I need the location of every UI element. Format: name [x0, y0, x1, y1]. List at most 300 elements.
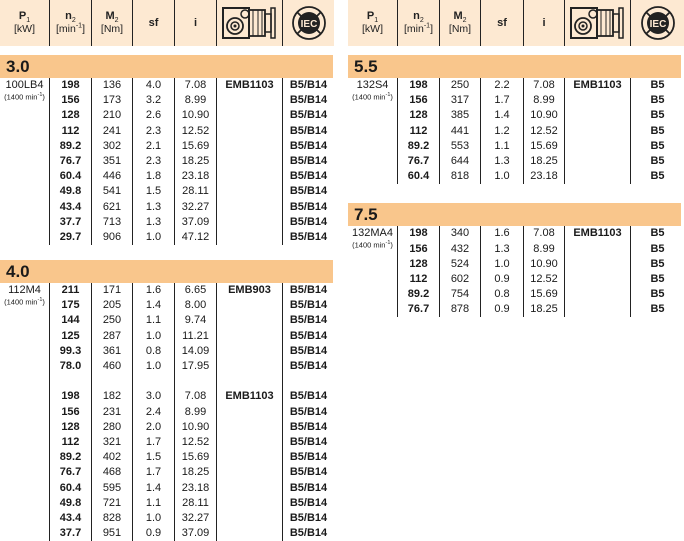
torque-cell: 432: [440, 242, 481, 257]
iec-flange-cell: B5/B14: [289, 496, 328, 509]
motor-speed-text: (1400 min: [352, 92, 386, 102]
motor-cell: [0, 405, 50, 420]
left-panel: [0, 0, 334, 541]
torque-cell: 173: [92, 93, 133, 108]
output-speed-cell: 76.7: [398, 302, 440, 317]
motor-cell: [0, 526, 50, 541]
section-rows: [0, 78, 334, 245]
torque-cell: 302: [92, 139, 133, 154]
table-row: [0, 420, 334, 435]
gearbox-model-cell: [565, 124, 631, 139]
service-factor-cell: 1.1: [133, 313, 175, 328]
motor-cell: [348, 242, 398, 257]
motor-speed-close: ): [42, 92, 45, 102]
motor-speed-close: ): [42, 297, 45, 307]
table-row: [348, 124, 684, 139]
gearbox-model-cell: [217, 230, 283, 245]
ratio-cell: 10.90: [175, 420, 217, 435]
table-row: [348, 272, 684, 287]
output-speed-cell: 198: [398, 78, 440, 93]
ratio-cell: 12.52: [524, 124, 565, 139]
iec-flange-cell: B5/B14: [289, 299, 328, 312]
torque-cell: 361: [92, 344, 133, 359]
motor-cell: [0, 230, 50, 245]
output-speed-cell: 128: [50, 108, 92, 123]
iec-flange-cell: B5/B14: [289, 527, 328, 540]
output-speed-cell: 60.4: [50, 481, 92, 496]
table-row: [348, 139, 684, 154]
output-speed-cell: 89.2: [398, 139, 440, 154]
motor-cell: [0, 313, 50, 328]
gearbox-model-cell: EMB1103: [217, 389, 283, 404]
output-speed-cell: 112: [398, 124, 440, 139]
service-factor-cell: 2.1: [133, 139, 175, 154]
iec-flange-cell: B5/B14: [289, 185, 328, 198]
motor-cell: [348, 108, 398, 123]
ratio-cell: 10.90: [524, 108, 565, 123]
gearbox-model-cell: [565, 242, 631, 257]
motor-cell: [0, 200, 50, 215]
torque-cell: 553: [440, 139, 481, 154]
table-row: [0, 184, 334, 199]
iec-flange-cell: B5/B14: [289, 435, 328, 448]
ratio-cell: 32.27: [175, 200, 217, 215]
header-n2: $n_2$ $[\min^{-1}]$: [398, 0, 440, 46]
ratio-cell: 7.08: [524, 78, 565, 93]
torque-cell: 878: [440, 302, 481, 317]
torque-cell: 280: [92, 420, 133, 435]
ratio-cell: 15.69: [524, 287, 565, 302]
ratio-cell: 7.08: [524, 226, 565, 241]
motor-cell: [0, 344, 50, 359]
motor-speed-exp: -1: [385, 92, 391, 98]
motor-cell: [0, 496, 50, 511]
iec-flange-cell: B5: [650, 288, 665, 301]
gearbox-model-cell: [565, 154, 631, 169]
iec-flange-cell: B5/B14: [289, 230, 328, 243]
ratio-cell: 12.52: [524, 272, 565, 287]
motor-cell: [0, 465, 50, 480]
torque-cell: 182: [92, 389, 133, 404]
svg-text:IEC: IEC: [300, 19, 317, 30]
gearbox-icon: [217, 0, 283, 46]
iec-flange-cell: B5: [650, 257, 665, 270]
table-row: [0, 215, 334, 230]
service-factor-cell: 1.7: [133, 465, 175, 480]
table-row: [348, 154, 684, 169]
gearbox-model-cell: [217, 329, 283, 344]
ratio-cell: 15.69: [524, 139, 565, 154]
table-row: [0, 359, 334, 374]
service-factor-cell: 2.6: [133, 108, 175, 123]
motor-cell: [348, 93, 398, 108]
header-p1: $P_1$ [kW]: [348, 0, 398, 46]
gearbox-model-cell: [565, 139, 631, 154]
iec-flange-cell: B5/B14: [289, 215, 328, 228]
output-speed-cell: 156: [50, 93, 92, 108]
motor-type: 112M4: [8, 284, 41, 297]
service-factor-cell: 1.4: [481, 108, 524, 123]
output-speed-cell: 128: [398, 108, 440, 123]
service-factor-cell: 1.3: [133, 215, 175, 230]
service-factor-cell: 1.6: [133, 283, 175, 298]
table-row: [0, 465, 334, 480]
iec-icon: [283, 0, 334, 46]
section-rows: [0, 283, 334, 541]
torque-cell: 951: [92, 526, 133, 541]
service-factor-cell: 3.2: [133, 93, 175, 108]
gearbox-model-cell: [217, 481, 283, 496]
table-row: [0, 481, 334, 496]
gearbox-model-cell: [217, 435, 283, 450]
gearbox-icon: [565, 0, 631, 46]
iec-flange-cell: B5/B14: [289, 139, 328, 152]
table-row: [0, 450, 334, 465]
motor-cell: [0, 359, 50, 374]
iec-flange-cell: B5/B14: [289, 344, 328, 357]
torque-cell: 621: [92, 200, 133, 215]
table-row: [348, 93, 684, 108]
torque-cell: 351: [92, 154, 133, 169]
table-row: [0, 154, 334, 169]
ratio-cell: 12.52: [175, 124, 217, 139]
iec-flange-cell: B5/B14: [289, 511, 328, 524]
service-factor-cell: 1.0: [481, 257, 524, 272]
gearbox-model-cell: EMB1103: [217, 78, 283, 93]
iec-flange-cell: B5/B14: [289, 109, 328, 122]
table-row: [0, 124, 334, 139]
output-speed-cell: 125: [50, 329, 92, 344]
gearbox-model-cell: [217, 108, 283, 123]
gearbox-model-cell: [217, 200, 283, 215]
service-factor-cell: 1.7: [481, 93, 524, 108]
motor-cell: [0, 511, 50, 526]
table-row: [0, 139, 334, 154]
service-factor-cell: 2.3: [133, 154, 175, 169]
output-speed-cell: 156: [50, 405, 92, 420]
service-factor-cell: 2.3: [133, 124, 175, 139]
motor-speed-exp: -1: [385, 240, 391, 247]
service-factor-cell: 0.9: [133, 526, 175, 541]
header-i: i: [524, 0, 565, 46]
gearbox-model-cell: [217, 124, 283, 139]
motor-cell: [0, 450, 50, 465]
iec-flange-cell: B5: [650, 272, 665, 285]
ratio-cell: 17.95: [175, 359, 217, 374]
service-factor-cell: 2.0: [133, 420, 175, 435]
gearbox-model-cell: [217, 526, 283, 541]
gearbox-model-cell: [217, 465, 283, 480]
header-p1: $P_1$ [kW]: [0, 0, 50, 46]
ratio-cell: 9.74: [175, 313, 217, 328]
torque-cell: 287: [92, 329, 133, 344]
table-row: [348, 287, 684, 302]
torque-cell: 602: [440, 272, 481, 287]
motor-cell: [0, 108, 50, 123]
motor-cell: [0, 298, 50, 313]
ratio-cell: 15.69: [175, 139, 217, 154]
torque-cell: 828: [92, 511, 133, 526]
iec-flange-cell: B5: [650, 242, 665, 255]
service-factor-cell: 3.0: [133, 389, 175, 404]
torque-cell: 402: [92, 450, 133, 465]
output-speed-cell: 198: [50, 389, 92, 404]
torque-cell: 241: [92, 124, 133, 139]
iec-flange-cell: B5: [650, 124, 665, 137]
table-row: [0, 526, 334, 541]
motor-cell: [0, 215, 50, 230]
service-factor-cell: 1.6: [481, 226, 524, 241]
motor-speed-exp: -1: [37, 92, 43, 98]
table-row: [0, 511, 334, 526]
ratio-cell: 32.27: [175, 511, 217, 526]
torque-cell: 171: [92, 283, 133, 298]
iec-flange-cell: B5: [650, 227, 665, 240]
torque-cell: 317: [440, 93, 481, 108]
service-factor-cell: 1.1: [133, 496, 175, 511]
motor-cell: [348, 78, 398, 102]
ratio-cell: 18.25: [175, 154, 217, 169]
output-speed-cell: 175: [50, 298, 92, 313]
table-row: [0, 298, 334, 313]
output-speed-cell: 43.4: [50, 200, 92, 215]
torque-cell: 205: [92, 298, 133, 313]
iec-flange-cell: B5/B14: [289, 170, 328, 183]
output-speed-cell: 144: [50, 313, 92, 328]
ratio-cell: 15.69: [175, 450, 217, 465]
output-speed-cell: 198: [398, 226, 440, 241]
ratio-cell: 28.11: [175, 496, 217, 511]
ratio-cell: 10.90: [175, 108, 217, 123]
ratio-cell: 7.08: [175, 389, 217, 404]
gearbox-model-cell: [217, 405, 283, 420]
iec-flange-cell: B5/B14: [289, 79, 328, 91]
empty-cell: [0, 374, 50, 389]
motor-cell: [348, 154, 398, 169]
motor-type: 132MA4: [352, 227, 393, 240]
gearbox-model-cell: [217, 215, 283, 230]
ratio-cell: 28.11: [175, 184, 217, 199]
motor-speed-exp: -1: [37, 297, 43, 304]
header-sf: sf: [481, 0, 524, 46]
ratio-cell: 18.25: [175, 465, 217, 480]
table-row: [0, 405, 334, 420]
iec-flange-cell: B5/B14: [289, 124, 328, 137]
iec-flange-cell: B5/B14: [289, 360, 328, 372]
service-factor-cell: 0.9: [481, 272, 524, 287]
output-speed-cell: 211: [50, 283, 92, 298]
ratio-cell: 18.25: [524, 302, 565, 317]
motor-cell: [0, 329, 50, 344]
service-factor-cell: 1.0: [133, 511, 175, 526]
motor-cell: [0, 78, 50, 102]
empty-cell: [133, 374, 175, 389]
torque-cell: 250: [92, 313, 133, 328]
output-speed-cell: 37.7: [50, 215, 92, 230]
output-speed-cell: 76.7: [50, 154, 92, 169]
gearbox-model-cell: [565, 169, 631, 184]
output-speed-cell: 89.2: [50, 450, 92, 465]
gearbox-model-cell: [217, 298, 283, 313]
table-row: [0, 93, 334, 108]
table-row: [0, 230, 334, 245]
motor-cell: [348, 226, 398, 250]
output-speed-cell: 156: [398, 93, 440, 108]
gearbox-model-cell: [565, 257, 631, 272]
table-row: [0, 344, 334, 359]
output-speed-cell: 128: [50, 420, 92, 435]
torque-cell: 713: [92, 215, 133, 230]
gearbox-model-cell: [217, 450, 283, 465]
table-row: [0, 389, 334, 404]
service-factor-cell: 1.5: [133, 184, 175, 199]
gearbox-model-cell: [217, 93, 283, 108]
table-row: [0, 435, 334, 450]
gearbox-model-cell: EMB1103: [565, 78, 631, 93]
header-sf: sf: [133, 0, 175, 46]
section-spacer: [348, 184, 684, 194]
header-m2: $M_2$ [Nm]: [92, 0, 133, 46]
iec-flange-cell: B5/B14: [289, 390, 328, 403]
motor-cell: [0, 139, 50, 154]
table-header: [0, 0, 334, 46]
ratio-cell: 14.09: [175, 344, 217, 359]
motor-cell: [0, 124, 50, 139]
table-row: [348, 108, 684, 123]
torque-cell: 340: [440, 226, 481, 241]
iec-flange-cell: B5/B14: [289, 405, 328, 418]
torque-cell: 644: [440, 154, 481, 169]
torque-cell: 541: [92, 184, 133, 199]
empty-cell: [50, 374, 92, 389]
ratio-cell: 7.08: [175, 78, 217, 93]
header-i: i: [175, 0, 217, 46]
output-speed-cell: 156: [398, 242, 440, 257]
service-factor-cell: 2.2: [481, 78, 524, 93]
gearbox-model-cell: [217, 139, 283, 154]
table-header: [348, 0, 684, 46]
torque-cell: 906: [92, 230, 133, 245]
torque-cell: 468: [92, 465, 133, 480]
output-speed-cell: 198: [50, 78, 92, 93]
motor-speed-close: ): [390, 92, 393, 102]
section-spacer: [0, 245, 334, 251]
output-speed-cell: 76.7: [398, 154, 440, 169]
motor-cell: [348, 169, 398, 184]
empty-cell: [217, 374, 283, 389]
service-factor-cell: 1.4: [133, 298, 175, 313]
service-factor-cell: 0.8: [133, 344, 175, 359]
gearbox-model-cell: [217, 313, 283, 328]
gearbox-model-cell: [217, 420, 283, 435]
motor-cell: [0, 481, 50, 496]
service-factor-cell: 1.8: [133, 169, 175, 184]
motor-cell: [0, 283, 50, 307]
service-factor-cell: 1.0: [133, 329, 175, 344]
torque-cell: 754: [440, 287, 481, 302]
right-panel: [348, 0, 684, 317]
iec-flange-cell: B5: [650, 79, 665, 91]
ratio-cell: 8.00: [175, 298, 217, 313]
section-rows: [348, 226, 684, 317]
iec-flange-cell: B5/B14: [289, 329, 328, 342]
gearbox-model-cell: [217, 154, 283, 169]
torque-cell: 321: [92, 435, 133, 450]
motor-cell: [0, 154, 50, 169]
svg-text:IEC: IEC: [649, 19, 666, 30]
output-speed-cell: 60.4: [398, 169, 440, 184]
service-factor-cell: 2.4: [133, 405, 175, 420]
service-factor-cell: 1.3: [481, 242, 524, 257]
output-speed-cell: 76.7: [50, 465, 92, 480]
service-factor-cell: 0.8: [481, 287, 524, 302]
gearbox-model-cell: [217, 496, 283, 511]
table-row: [0, 169, 334, 184]
torque-cell: 210: [92, 108, 133, 123]
ratio-cell: 47.12: [175, 230, 217, 245]
service-factor-cell: 1.0: [133, 230, 175, 245]
ratio-cell: 8.99: [175, 93, 217, 108]
empty-cell: [92, 374, 133, 389]
output-speed-cell: 89.2: [398, 287, 440, 302]
motor-cell: [0, 435, 50, 450]
table-row: [348, 302, 684, 317]
iec-flange-cell: B5/B14: [289, 200, 328, 213]
torque-cell: 595: [92, 481, 133, 496]
empty-cell: [283, 374, 334, 389]
motor-cell: [348, 302, 398, 317]
ratio-cell: 12.52: [175, 435, 217, 450]
header-m2: $M_2$ [Nm]: [440, 0, 481, 46]
motor-speed-text: (1400 min: [4, 92, 38, 102]
torque-cell: 250: [440, 78, 481, 93]
motor-speed-close: ): [390, 240, 393, 250]
output-speed-cell: 49.8: [50, 496, 92, 511]
table-row: [0, 200, 334, 215]
motor-cell: [348, 124, 398, 139]
gearbox-model-cell: EMB1103: [565, 226, 631, 241]
ratio-cell: 18.25: [524, 154, 565, 169]
ratio-cell: 23.18: [524, 169, 565, 184]
iec-flange-cell: B5/B14: [289, 466, 328, 479]
power-section-header: 7.5: [348, 203, 681, 226]
ratio-cell: 37.09: [175, 526, 217, 541]
gearbox-model-cell: [565, 93, 631, 108]
power-section-header: 5.5: [348, 55, 681, 78]
motor-cell: [348, 257, 398, 272]
motor-cell: [0, 184, 50, 199]
motor-speed-text: (1400 min: [352, 240, 386, 250]
table-row: [0, 313, 334, 328]
motor-speed-text: (1400 min: [4, 297, 38, 307]
service-factor-cell: 4.0: [133, 78, 175, 93]
ratio-cell: 37.09: [175, 215, 217, 230]
output-speed-cell: 49.8: [50, 184, 92, 199]
table-row: [348, 169, 684, 184]
iec-flange-cell: B5/B14: [289, 451, 328, 464]
output-speed-cell: 78.0: [50, 359, 92, 374]
torque-cell: 231: [92, 405, 133, 420]
empty-cell: [175, 374, 217, 389]
motor-type: 100LB4: [5, 79, 44, 91]
section-rows: [348, 78, 684, 184]
service-factor-cell: 1.5: [133, 450, 175, 465]
service-factor-cell: 1.0: [133, 359, 175, 374]
motor-cell: [0, 169, 50, 184]
ratio-cell: 6.65: [175, 283, 217, 298]
iec-flange-cell: B5/B14: [289, 154, 328, 167]
service-factor-cell: 1.3: [481, 154, 524, 169]
